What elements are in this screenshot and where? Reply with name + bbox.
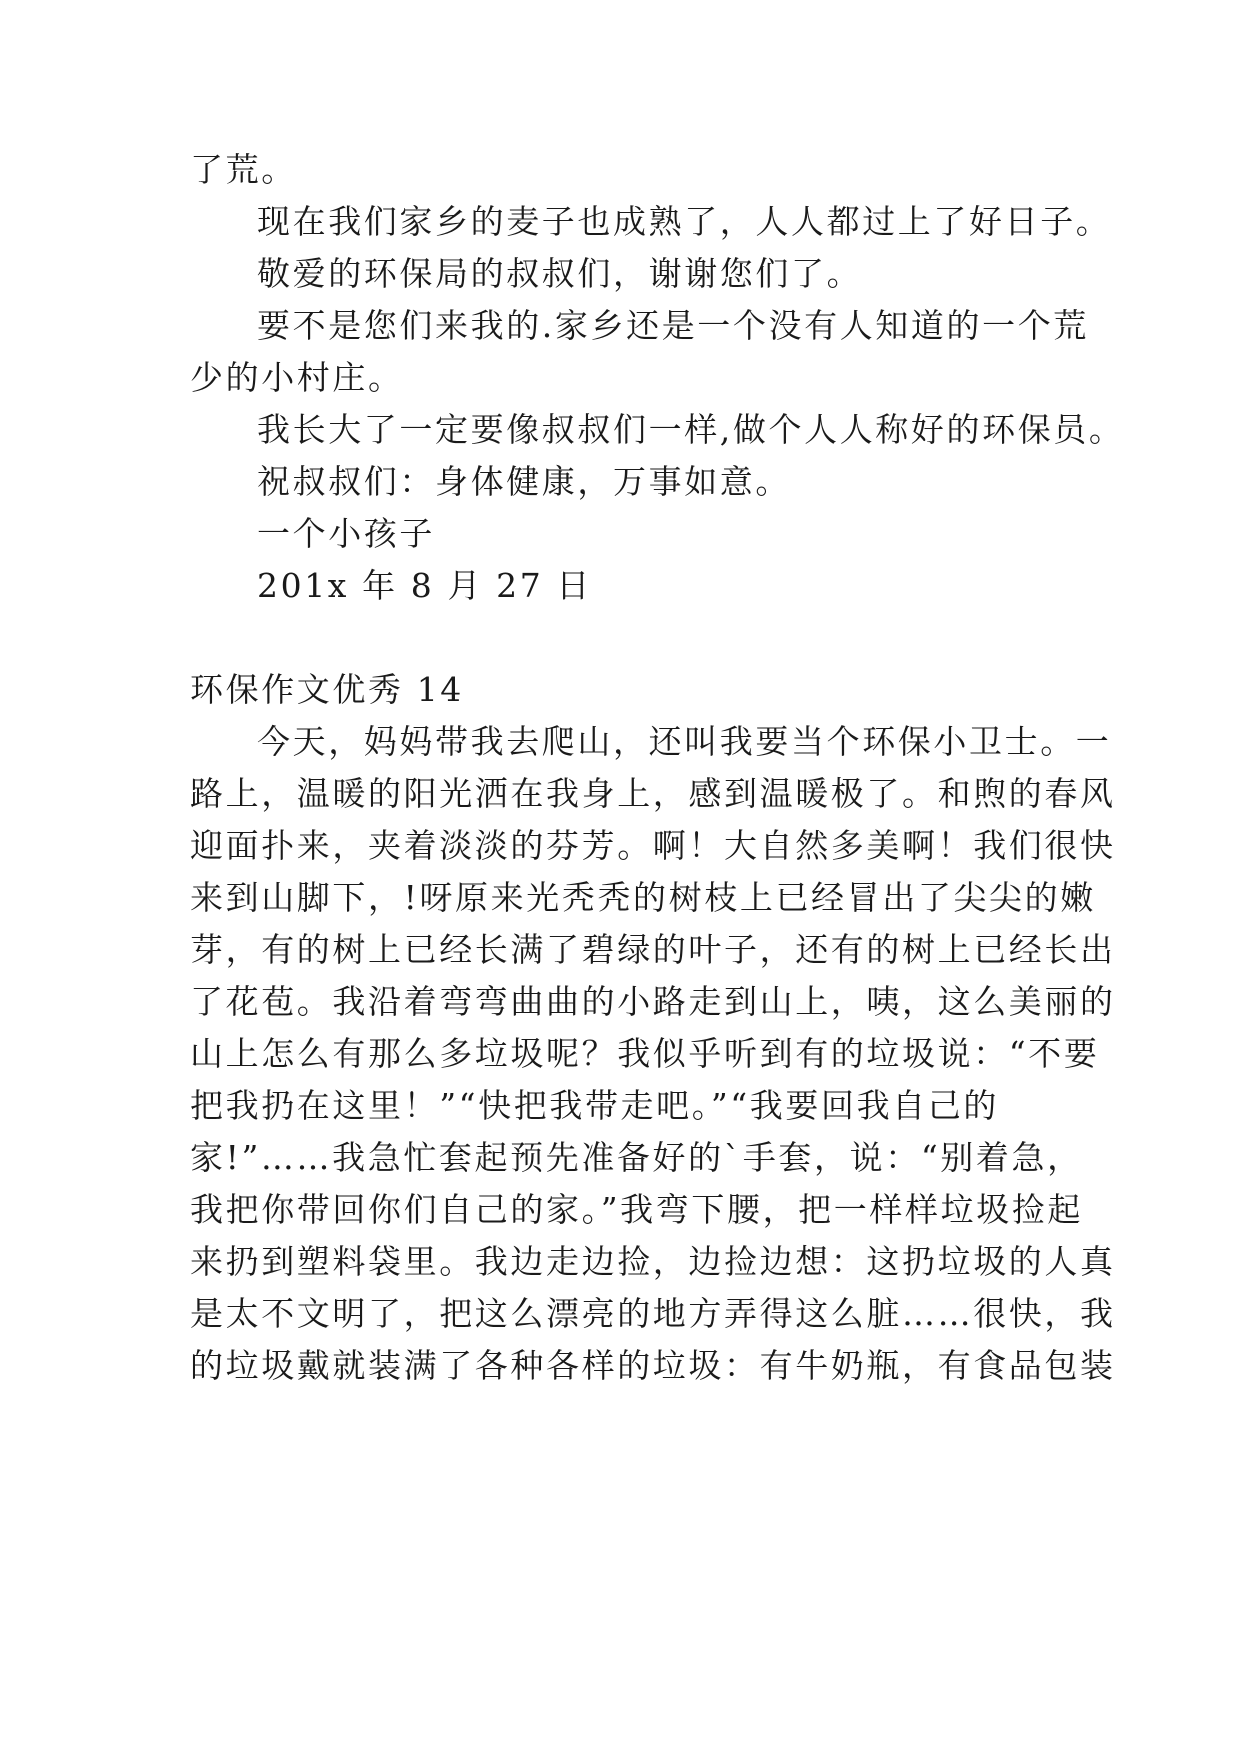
signature-line: 一个小孩子 xyxy=(257,514,435,553)
text-line: 要不是您们来我的.家乡还是一个没有人知道的一个荒 xyxy=(257,306,1089,345)
text-line: 家!”……我急忙套起预先准备好的`手套，说：“别着急， xyxy=(190,1138,1083,1177)
text-line: 了花苞。我沿着弯弯曲曲的小路走到山上，咦，这么美丽的 xyxy=(190,982,1116,1021)
section-title: 环保作文优秀 14 xyxy=(190,670,464,709)
text-line: 来扔到塑料袋里。我边走边捡，边捡边想：这扔垃圾的人真 xyxy=(190,1242,1116,1281)
text-line: 少的小村庄。 xyxy=(190,358,404,397)
date-line: 201x 年 8 月 27 日 xyxy=(257,566,593,605)
text-line: 山上怎么有那么多垃圾呢？我似乎听到有的垃圾说：“不要 xyxy=(190,1034,1100,1073)
text-line: 祝叔叔们：身体健康，万事如意。 xyxy=(257,462,791,501)
text-line: 敬爱的环保局的叔叔们，谢谢您们了。 xyxy=(257,254,863,293)
text-line: 来到山脚下，!呀原来光秃秃的树枝上已经冒出了尖尖的嫩 xyxy=(190,878,1096,917)
text-line: 迎面扑来，夹着淡淡的芬芳。啊！大自然多美啊！我们很快 xyxy=(190,826,1116,865)
text-line: 路上，温暖的阳光洒在我身上，感到温暖极了。和煦的春风 xyxy=(190,774,1116,813)
text-line: 芽，有的树上已经长满了碧绿的叶子，还有的树上已经长出 xyxy=(190,930,1116,969)
text-line: 现在我们家乡的麦子也成熟了，人人都过上了好日子。 xyxy=(257,202,1112,241)
text-line: 我把你带回你们自己的家。”我弯下腰，把一样样垃圾捡起 xyxy=(190,1190,1083,1229)
text-line: 了荒。 xyxy=(190,150,297,189)
text-line: 今天，妈妈带我去爬山，还叫我要当个环保小卫士。一 xyxy=(257,722,1112,761)
text-line: 我长大了一定要像叔叔们一样,做个人人称好的环保员。 xyxy=(257,410,1125,449)
text-line: 把我扔在这里！”“快把我带走吧。”“我要回我自己的 xyxy=(190,1086,999,1125)
text-line: 的垃圾戴就装满了各种各样的垃圾：有牛奶瓶，有食品包装 xyxy=(190,1346,1116,1385)
text-line: 是太不文明了，把这么漂亮的地方弄得这么脏……很快，我 xyxy=(190,1294,1116,1333)
